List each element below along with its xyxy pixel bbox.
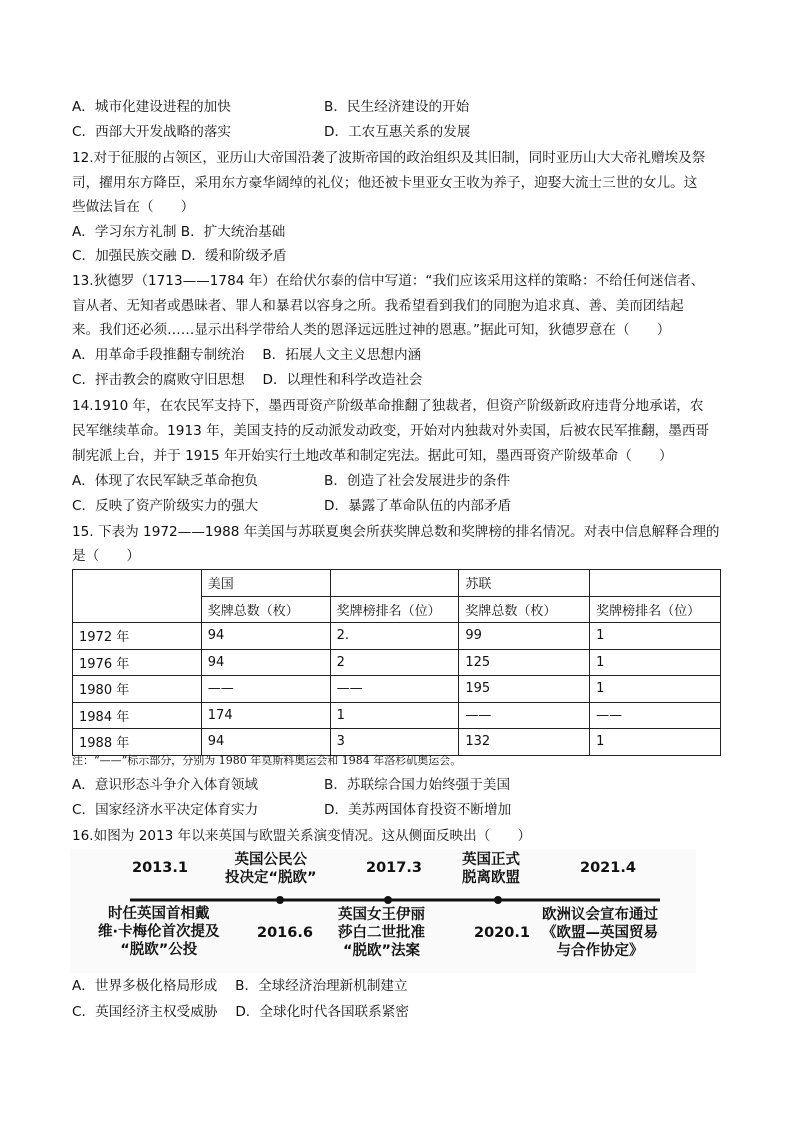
timeline-event-2020: 英国正式 脱离欧盟: [462, 852, 520, 886]
timeline-dot-2016: [276, 896, 284, 904]
q14-stem-line2: 民军继续革命。1913 年，美国支持的反动派发动政变，开始对内独裁对外卖国，后被农民军推翻，墨西哥: [72, 423, 710, 439]
q11-option-d: D．工农互惠关系的发展: [324, 124, 471, 140]
timeline-event-2013: 时任英国首相戴 维·卡梅伦首次提及 “脱欧”公投: [98, 906, 220, 958]
country-us-header: 美国: [201, 570, 330, 597]
timeline-date-2016: 2016.6: [257, 925, 313, 941]
timeline-date-2021: 2021.4: [580, 860, 636, 876]
us-total-header: 奖牌总数（枚）: [201, 596, 330, 623]
su-rank-header: 奖牌榜排名（位）: [590, 596, 721, 623]
medal-table: [72, 569, 721, 756]
q12-options-ab: A．学习东方礼制 B．扩大统治基础: [72, 224, 286, 240]
table-corner-cell: [73, 570, 202, 623]
q13-stem-line1: 13.狄德罗（1713——1784 年）在给伏尔泰的信中写道：“我们应该采用这样的策略：不给任何迷信者、: [72, 273, 705, 289]
table-row: 1972 年 94 2. 99 1: [73, 623, 721, 650]
table-row: 1984 年 174 1 —— ——: [73, 702, 721, 729]
q15-option-d: D．美苏两国体育投资不断增加: [324, 802, 512, 818]
q15-option-c: C．国家经济水平决定体育实力: [72, 802, 259, 818]
q12-stem-line2: 司，擢用东方降臣，采用东方豪华阔绰的礼仪；他还被卡里亚女王收为养子，迎娶大流士三世的女儿。这: [72, 175, 698, 191]
q15-stem-line1: 15. 下表为 1972——1988 年美国与苏联夏奥会所获奖牌总数和奖牌榜的排名情况。对表中信息解释合理的: [72, 524, 720, 540]
table-row: 1980 年 —— —— 195 1: [73, 676, 721, 703]
timeline-event-2016: 英国公民公 投决定“脱欧”: [225, 852, 317, 886]
q14-option-a: A．体现了农民军缺乏革命抱负: [72, 473, 259, 489]
q15-option-b: B．苏联综合国力始终强于美国: [324, 777, 511, 793]
q12-options-cd: C．加强民族交融 D．缓和阶级矛盾: [72, 248, 287, 264]
q16-stem: 16.如图为 2013 年以来英国与欧盟关系演变情况。这从侧面反映出（ ）: [72, 828, 532, 844]
q11-option-c: C．西部大开发战略的落实: [72, 124, 232, 140]
brexit-timeline: [70, 849, 696, 973]
timeline-event-2021: 欧洲议会宣布通过 《欧盟—英国贸易 与合作协定》: [542, 907, 658, 959]
q11-option-b: B．民生经济建设的开始: [324, 99, 470, 115]
table-row: 1976 年 94 2 125 1: [73, 649, 721, 676]
q14-option-b: B．创造了社会发展进步的条件: [324, 473, 511, 489]
q15-option-a: A．意识形态斗争介入体育领域: [72, 777, 259, 793]
su-total-header: 奖牌总数（枚）: [459, 596, 590, 623]
country-su-header: 苏联: [459, 570, 590, 597]
q16-options-ab: A．世界多极化格局形成 B．全球经济治理新机制建立: [72, 978, 408, 994]
us-rank-header: 奖牌榜排名（位）: [330, 596, 459, 623]
q16-options-cd: C．英国经济主权受威胁 D．全球化时代各国联系紧密: [72, 1004, 409, 1020]
q14-stem-line1: 14.1910 年，在农民军支持下，墨西哥资产阶级革命推翻了独裁者，但资产阶级新政府违背分地承诺，农: [72, 398, 704, 414]
table-row: 1988 年 94 3 132 1: [73, 729, 721, 756]
timeline-date-2020: 2020.1: [474, 925, 530, 941]
timeline-date-2013: 2013.1: [132, 860, 188, 876]
table-note: 注：“——”标示部分，分别为 1980 年莫斯科奥运会和 1984 年洛杉矶奥运会。: [72, 754, 462, 767]
q11-option-a: A．城市化建设进程的加快: [72, 99, 231, 115]
timeline-event-2017: 英国女王伊丽 莎白二世批准 “脱欧”法案: [338, 907, 425, 959]
q14-stem-line3: 制宪派上台，并于 1915 年开始实行土地改革和制定宪法。据此可知，墨西哥资产阶级革命（ ）: [72, 448, 673, 464]
q12-stem-line3: 些做法旨在（ ）: [72, 199, 195, 215]
q14-option-c: C．反映了资产阶级实力的强大: [72, 498, 259, 514]
q14-option-d: D．暴露了革命队伍的内部矛盾: [324, 498, 512, 514]
timeline-dot-2017: [384, 896, 392, 904]
q13-stem-line3: 来。我们还必须……显示出科学带给人类的恩泽远远胜过神的恩惠。”据此可知，狄德罗意在（ ）: [72, 322, 671, 338]
q12-stem-line1: 12.对于征服的占领区，亚历山大帝国沿袭了波斯帝国的政治组织及其旧制，同时亚历山大大帝礼赠埃及祭: [72, 150, 706, 166]
timeline-dot-2020: [494, 896, 502, 904]
q13-stem-line2: 盲从者、无知者或愚昧者、罪人和暴君以容身之所。我希望看到我们的同胞为追求真、善、美而团结起: [72, 298, 684, 314]
q13-options-ab: A．用革命手段推翻专制统治 B．拓展人文主义思想内涵: [72, 347, 422, 363]
timeline-date-2017: 2017.3: [366, 860, 422, 876]
q13-options-cd: C．抨击教会的腐败守旧思想 D．以理性和科学改造社会: [72, 372, 423, 388]
q15-stem-line2: 是（ ）: [72, 548, 140, 564]
table-header-row-1: [73, 570, 721, 597]
